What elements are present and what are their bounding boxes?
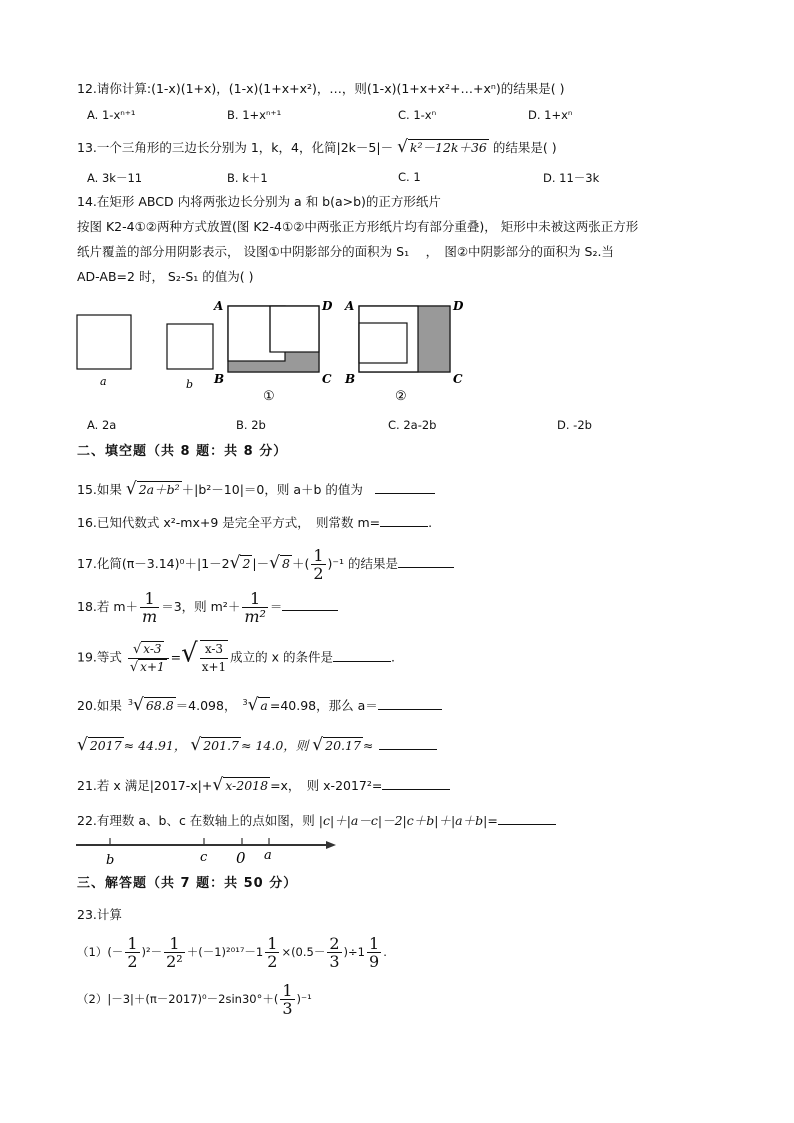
label-a: a bbox=[100, 375, 107, 388]
svg-text:D: D bbox=[322, 299, 333, 313]
q14-line4: AD-AB=2 时， S₂-S₁ 的值为( ) bbox=[77, 269, 254, 284]
point-c-label: c bbox=[200, 850, 208, 865]
label-b: b bbox=[186, 378, 194, 391]
q14-option-b: B. 2b bbox=[236, 418, 266, 432]
q12-option-c: C. 1-xⁿ bbox=[398, 108, 437, 122]
q14-line3: 纸片覆盖的部分用阴影表示， 设图①中阴影部分的面积为 S₁ ， 图②中阴影部分的面积为 S₂.当 bbox=[77, 244, 614, 259]
svg-text:A: A bbox=[345, 299, 355, 313]
q14-option-c: C. 2a-2b bbox=[388, 418, 437, 432]
q14-figure bbox=[70, 292, 470, 412]
q13-option-b: B. k＋1 bbox=[227, 171, 268, 185]
q12-option-d: D. 1+xⁿ bbox=[528, 108, 573, 122]
q21-answer-blank[interactable] bbox=[382, 777, 450, 790]
svg-text:A: A bbox=[214, 299, 224, 313]
square-b bbox=[167, 324, 213, 369]
q20-line2: √ 2017 ≈ 44.91， √ 201.7 ≈ 14.0，则 √ 20.17 ≈ bbox=[77, 736, 437, 755]
q18: 18.若 m＋ $\frac{1}{m}$ ＝3，则 m²＋ $\frac{1}{\text{m²}}$ ＝ bbox=[77, 590, 338, 625]
square-a bbox=[77, 315, 131, 369]
q22: 22.有理数 a、b、c 在数轴上的点如图，则 |c|＋|a－c|－2|c＋b|＋|a＋b|= bbox=[77, 812, 556, 830]
q19-answer-blank[interactable] bbox=[333, 649, 391, 662]
q14-option-a: A. 2a bbox=[87, 418, 117, 432]
point-a-label: a bbox=[264, 848, 272, 863]
q20-answer-blank-2[interactable] bbox=[379, 737, 437, 750]
q22-answer-blank[interactable] bbox=[498, 812, 556, 825]
q19: 19.等式 $\frac{√ x-3}{√ x+1}$ =√ $\frac{x-3}{x+1}$ 成立的 x 的条件是 . bbox=[77, 638, 396, 675]
svg-text:②: ② bbox=[395, 389, 407, 404]
q16: 16.已知代数式 x²-mx+9 是完全平方式， 则常数 m= . bbox=[77, 515, 433, 530]
q12-option-b: B. 1+xⁿ⁺¹ bbox=[227, 108, 282, 122]
q14-option-d: D. -2b bbox=[557, 418, 592, 432]
q13-option-a: A. 3k－11 bbox=[87, 171, 143, 185]
q15: 15.如果 √ 2a＋b² ＋|b²－10|＝0，则 a＋b 的值为 bbox=[77, 480, 435, 499]
sqrt-sign: √ bbox=[397, 137, 408, 157]
q14-line1: 14.在矩形 ABCD 内将两张边长分别为 a 和 b(a>b)的正方形纸片 bbox=[77, 194, 441, 209]
section-solve-title: 三、解答题（共 7 题：共 50 分） bbox=[77, 876, 298, 891]
figure-1 bbox=[213, 299, 333, 404]
svg-text:C: C bbox=[453, 372, 463, 386]
point-0-label: 0 bbox=[236, 849, 246, 867]
q12-stem: 12.请你计算:(1-x)(1+x)，(1-x)(1+x+x²)，…，则(1-x)(1+x+x²+…+xⁿ)的结果是( ) bbox=[77, 81, 565, 96]
shaded-region-1 bbox=[285, 352, 319, 372]
q13-option-d: D. 11－3k bbox=[543, 171, 600, 185]
svg-text:B: B bbox=[345, 372, 356, 386]
q13-stem: 13.一个三角形的三边长分别为 1，k，4，化简|2k－5|－ √ k²－12k＋36 的结果是( ) bbox=[77, 137, 557, 157]
svg-text:C: C bbox=[322, 372, 332, 386]
q23-part2: （2）|－3|＋(π－2017)⁰－2sin30°＋( $\frac{1}{3}$ )⁻¹ bbox=[77, 981, 312, 1018]
section-fill-in-title: 二、填空题（共 8 题：共 8 分） bbox=[77, 444, 288, 459]
svg-text:B: B bbox=[214, 372, 225, 386]
q20-answer-blank-1[interactable] bbox=[378, 697, 442, 710]
q13-radicand: k²－12k＋36 bbox=[409, 140, 487, 155]
number-line bbox=[74, 834, 344, 870]
q13-option-c: C. 1 bbox=[398, 170, 421, 184]
q23-part1: （1）(－ $\frac{1}{2}$ )²－ $\frac{1}{\text{2²}}$ ＋(－1)²⁰¹⁷－1 $\frac{1}{2}$ ×(0.5－ $\frac{2}{3}$ )÷1 $\frac{1}{9}$ . bbox=[77, 934, 387, 971]
q12-option-a: A. 1-xⁿ⁺¹ bbox=[87, 108, 136, 122]
q17: 17.化简(π－3.14)⁰＋|1－2√ 2 |－√ 8 ＋( $\frac{1}{2}$ )⁻¹ 的结果是 bbox=[77, 547, 454, 582]
q15-answer-blank[interactable] bbox=[375, 481, 435, 494]
shaded-region-2 bbox=[418, 306, 450, 372]
point-b-label: b bbox=[106, 853, 115, 868]
q23-title: 23.计算 bbox=[77, 907, 122, 922]
q17-answer-blank[interactable] bbox=[398, 555, 454, 568]
q18-answer-blank[interactable] bbox=[282, 598, 338, 611]
q20-line1: 20.如果 $^3$√ 68.8 ＝4.098， $^3$√ a =40.98，那么 a＝ bbox=[77, 694, 442, 715]
svg-text:①: ① bbox=[263, 389, 275, 404]
q21: 21.若 x 满足|2017-x|+√ x-2018 =x， 则 x-2017²= bbox=[77, 776, 450, 795]
figure-2 bbox=[344, 299, 464, 404]
q16-answer-blank[interactable] bbox=[380, 514, 428, 527]
q14-line2: 按图 K2-4①②两种方式放置(图 K2-4①②中两张正方形纸片均有部分重叠)， 矩形中未被这两张正方形 bbox=[77, 219, 639, 234]
svg-text:D: D bbox=[453, 299, 464, 313]
